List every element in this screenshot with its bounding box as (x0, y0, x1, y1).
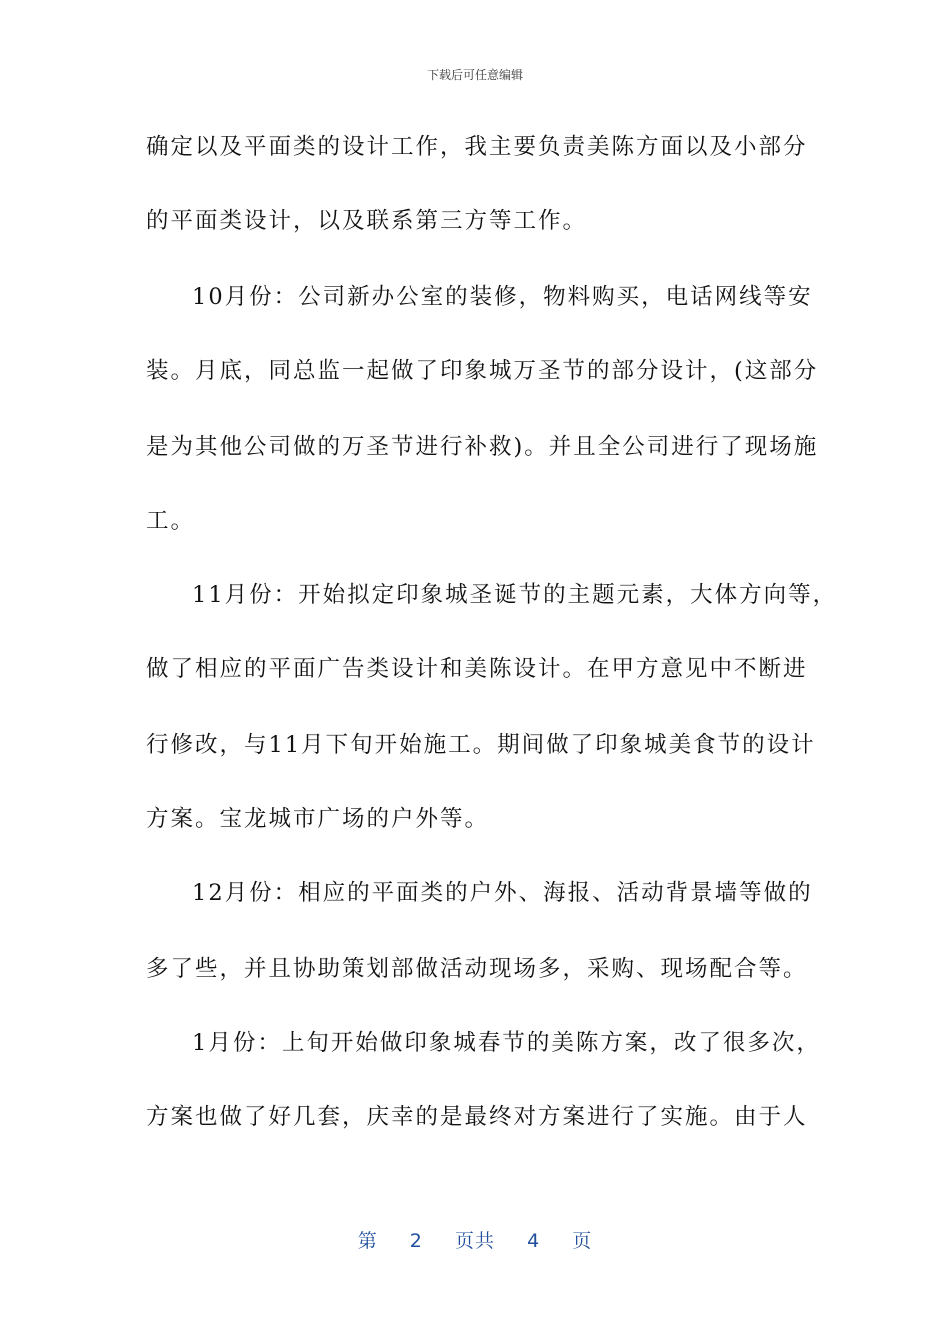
page-prefix: 第 (357, 1230, 378, 1252)
text-line: 方案。宝龙城市广场的户外等。 (146, 806, 490, 832)
text-line: 行修改，与11月下旬开始施工。期间做了印象城美食节的设计 (146, 732, 816, 758)
page-current: 2 (409, 1230, 423, 1252)
text-line: 方案也做了好几套，庆幸的是最终对方案进行了实施。由于人 (146, 1104, 808, 1130)
page-header: 下载后可任意编辑 (426, 68, 523, 82)
paragraph-november-start: 11月份：开始拟定印象城圣诞节的主题元素，大体方向等， (192, 582, 838, 608)
page-footer (0, 1226, 950, 1253)
paragraph-october-start: 10月份：公司新办公室的装修，物料购买，电话网线等安 (192, 284, 813, 310)
page-suffix: 页 (572, 1230, 593, 1252)
text-line: 多了些，并且协助策划部做活动现场多，采购、现场配合等。 (146, 956, 808, 982)
page-total: 4 (527, 1230, 541, 1252)
text-line: 工。 (146, 508, 196, 534)
text-line: 装。月底，同总监一起做了印象城万圣节的部分设计，(这部分 (146, 358, 819, 384)
text-line: 是为其他公司做的万圣节进行补救)。并且全公司进行了现场施 (146, 434, 819, 460)
text-line: 的平面类设计，以及联系第三方等工作。 (146, 208, 588, 234)
paragraph-december-start: 12月份：相应的平面类的户外、海报、活动背景墙等做的 (192, 880, 813, 906)
text-line: 确定以及平面类的设计工作，我主要负责美陈方面以及小部分 (146, 134, 808, 160)
paragraph-january-start: 1月份：上旬开始做印象城春节的美陈方案，改了很多次， (192, 1030, 821, 1056)
page-mid: 页共 (454, 1230, 495, 1252)
text-line: 做了相应的平面广告类设计和美陈设计。在甲方意见中不断进 (146, 656, 808, 682)
